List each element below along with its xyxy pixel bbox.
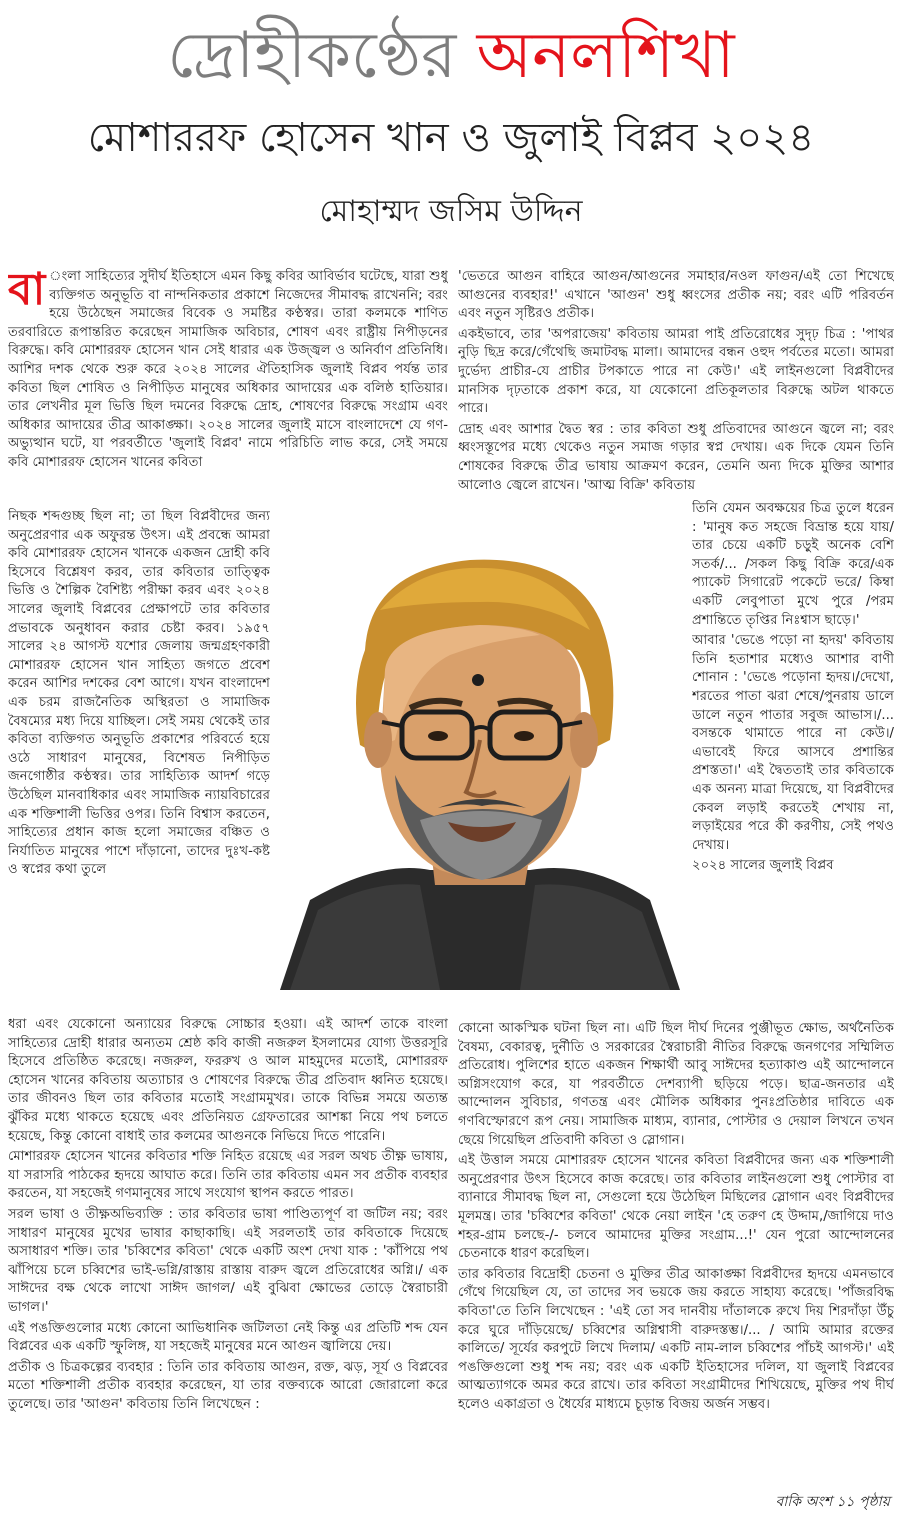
- byline-author: মোহাম্মদ জসিম উদ্দিন: [319, 194, 583, 229]
- article-paragraph: তিনি যেমন অবক্ষয়ের চিত্র তুলে ধরেন : 'মানুষ কত সহজে বিভ্রান্ত হয়ে যায়/তার চেয়ে একটি চড়ুই অনেক বেশি সতর্ক/... /সকল কিছু বিক্রি করে/এক প্যাকেট সিগারেট পকেটে ভরে/ কিম্বা একটি লেবুপাতা মুখে পুরে /পরম প্রশান্তিতে তৃপ্তির নিঃশ্বাস ছাড়ে।': [692, 501, 894, 628]
- article-intro-paragraph: ংলা সাহিত্যের সুদীর্ঘ ইতিহাসে এমন কিছু কবির আবির্ভাব ঘটেছে, যারা শুধু ব্যক্তিগত অনুভূতি বা নান্দনিকতার প্রকাশে নিজেদের সীমাবদ্ধ রাখেননি; বরং হয়ে উঠেছেন সমাজের বিবেক ও সমষ্টির কণ্ঠস্বর। তারা কলমকে শাণিত তরবারিতে রূপান্তরিত করেছেন সামাজিক অবিচার, শোষণ এবং রাষ্ট্রীয় নিপীড়নের বিরুদ্ধে। কবি মোশাররফ হোসেন খান সেই ধারার এক উজ্জ্বল ও অনির্বাণ প্রতিনিধি। আশির দশক থেকে শুরু করে ২০২৪ সালের ঐতিহাসিক জুলাই বিপ্লব পর্যন্ত তার কবিতা ছিল শোষিত ও নিপীড়িত মানুষের অধিকার আদায়ের এক বলিষ্ঠ হাতিয়ার। তার লেখনীর মূল ভিত্তি ছিল দমনের বিরুদ্ধে দ্রোহ, শোষণের বিরুদ্ধে সংগ্রাম এবং অধিকার আদায়ের তীব্র আকাঙ্ক্ষা। ২০২৪ সালের জুলাই মাসে বাংলাদেশে যে গণ-অভ্যুত্থান ঘটে, যা পরবর্তীতে 'জুলাই বিপ্লব' নামে পরিচিতি লাভ করে, সেই সময়ে কবি মোশাররফ হোসেন খানের কবিতা: [8, 269, 448, 470]
- drop-cap: বা: [8, 268, 46, 315]
- article-paragraph: মোশাররফ হোসেন খানের কবিতার শক্তি নিহিত রয়েছে এর সরল অথচ তীক্ষ্ণ ভাষায়, যা সরাসরি পাঠকের হৃদয়ে আঘাত করে। তিনি তার কবিতায় এমন সব প্রতীক ব্যবহার করতেন, যা সহজেই গণমানুষের সাথে সংযোগ স্থাপন করতে পারত।: [8, 1149, 448, 1202]
- article-paragraph: নিছক শব্দগুচ্ছ ছিল না; তা ছিল বিপ্লবীদের জন্য অনুপ্রেরণার এক অফুরন্ত উৎস। এই প্রবন্ধে আমরা কবি মোশাররফ হোসেন খানকে একজন দ্রোহী কবি হিসেবে বিশ্লেষণ করব, তার কবিতার তাত্ত্বিক ভিত্তি ও শৈল্পিক বৈশিষ্ট্য পরীক্ষা করব এবং ২০২৪ সালের জুলাই বিপ্লবের প্রেক্ষাপটে তার কবিতার প্রভাবকে অনুধাবন করার চেষ্টা করব। ১৯৫৭ সালের ২৪ আগস্ট যশোর জেলায় জন্মগ্রহণকারী মোশাররফ হোসেন খান সাহিত্য জগতে প্রবেশ করেন আশির দশকের বেশ আগে। যখন বাংলাদেশ এক চরম রাজনৈতিক অস্থিরতা ও সামাজিক বৈষম্যের মধ্য দিয়ে যাচ্ছিল। সেই সময় থেকেই তার কবিতা ব্যক্তিগত অনুভূতি প্রকাশের পরিবর্তে হয়ে ওঠে সাধারণ মানুষের, বিশেষত নিপীড়িত জনগোষ্ঠীর কণ্ঠস্বর। তার সাহিত্যিক আদর্শ গড়ে উঠেছিল মানবাধিকার এবং সামাজিক ন্যায়বিচারের এক শক্তিশালী ভিত্তির ওপর। তিনি বিশ্বাস করতেন, সাহিত্যের প্রধান কাজ হলো সমাজের বঞ্চিত ও নির্যাতিত মানুষের পাশে দাঁড়ানো, তাদের দুঃখ-কষ্ট ও স্বপ্নের কথা তুলে: [8, 509, 270, 878]
- headline-title-part2: অনলশিখা: [476, 19, 735, 93]
- article-paragraph: আবার 'ভেঙে পড়ো না হৃদয়' কবিতায় তিনি হতাশার মধ্যেও আশার বাণী শোনান : 'ভেঙে পড়োনা হৃদয়।/দেখো, শরতের পাতা ঝরা শেষে/পুনরায় ডালে ডালে নতুন পাতার সবুজ আভাস।/... বসন্তকে থামাতে পারে না কেউ।/এভাবেই ফিরে আসবে প্রশান্তির প্রশস্ততা।' এই দ্বৈততাই তার কবিতাকে এক অনন্য মাত্রা দিয়েছে, যা বিপ্লবীদের কেবল লড়াই করতেই শেখায় না, লড়াইয়ের পরে কী করণীয়, সেই পথও দেখায়।: [692, 633, 894, 853]
- article-paragraph: ধরা এবং যেকোনো অন্যায়ের বিরুদ্ধে সোচ্চার হওয়া। এই আদর্শ তাকে বাংলা সাহিত্যের দ্রোহী ধারার অন্যতম শ্রেষ্ঠ কবি কাজী নজরুল ইসলামের যোগ্য উত্তরসূরি হিসেবে প্রতিষ্ঠিত করেছে। নজরুল, ফররুখ ও আল মাহমুদের মতোই, মোশাররফ হোসেন খানের কবিতায় অত্যাচার ও শোষণের বিরুদ্ধে তীব্র প্রতিবাদ ধ্বনিত হয়েছে। তার জীবনও ছিল তার কবিতার মতোই সংগ্রামমুখর। তাকে বিভিন্ন সময়ে অত্যন্ত ঝুঁকির মধ্যে থাকতে হয়েছে এবং প্রতিনিয়ত গ্রেফতারের আশঙ্কা নিয়ে পথ চলতে হয়েছে, কিন্তু কোনো বাধাই তার কলমের আগুনকে নিভিয়ে দিতে পারেনি।: [8, 1017, 448, 1144]
- poet-portrait-illustration: [270, 540, 690, 990]
- article-paragraph: প্রতীক ও চিত্রকল্পের ব্যবহার : তিনি তার কবিতায় আগুন, রক্ত, ঝড়, সূর্য ও বিপ্লবের মতো শক্তিশালী প্রতীক ব্যবহার করেছেন, যা তার বক্তব্যকে আরো জোরালো করে তুলেছে। তার 'আগুন' কবিতায় তিনি লিখেছেন :: [8, 1359, 448, 1412]
- article-paragraph: ২০২৪ সালের জুলাই বিপ্লব: [692, 858, 834, 874]
- article-paragraph: দ্রোহ এবং আশার দ্বৈত স্বর : তার কবিতা শুধু প্রতিবাদের আগুনে জ্বলে না; বরং ধ্বংসস্তূপের মধ্যে থেকেও নতুন সমাজ গড়ার স্বপ্ন দেখায়। এক দিকে যেমন তিনি শোষকের বিরুদ্ধে তীব্র ভাষায় আক্রমণ করেন, তেমনি অন্য দিকে মুক্তির আশার আলোও জ্বেলে রাখেন। 'আত্ম বিক্রি' কবিতায়: [458, 421, 894, 493]
- article-column-right-top: [458, 268, 894, 500]
- article-paragraph: সরল ভাষা ও তীক্ষ্ণঅভিব্যক্তি : তার কবিতার ভাষা পাণ্ডিত্যপূর্ণ বা জটিল নয়; বরং সাধারণ মানুষের মুখের ভাষার কাছাকাছি। এই সরলতাই তার কবিতাকে দিয়েছে অসাধারণ শক্তি। তার 'চব্বিশের কবিতা' থেকে একটি অংশ দেখা যাক : 'কাঁপিয়ে পথ ঝাঁপিয়ে চলে চব্বিশের ভাই-ভগ্নি/রাস্তায় রাস্তায় বারুদ জ্বলে প্রতিরোধের অগ্নি।/ এক সাঈদের বক্ষ থেকে লাখো সাঈদ জাগল/ এই বুঝিবা ক্ষোভের তোড়ে স্বৈরাচারী ভাগল।': [8, 1206, 448, 1315]
- article-column-left-narrow: [8, 508, 270, 1016]
- article-column-right-narrow: [692, 500, 894, 1020]
- article-column-right-bottom: [458, 1020, 894, 1490]
- headline-title: [0, 14, 902, 98]
- article-paragraph: এই উত্তাল সময়ে মোশাররফ হোসেন খানের কবিতা বিপ্লবীদের জন্য এক শক্তিশালী অনুপ্রেরণার উৎস হিসেবে কাজ করেছে। তার কবিতার লাইনগুলো শুধু পোস্টার বা ব্যানারে সীমাবদ্ধ ছিল না, সেগুলো হয়ে উঠেছিল মিছিলের স্লোগান এবং বিপ্লবীদের মূলমন্ত্র। তার 'চব্বিশের কবিতা' থেকে নেয়া লাইন 'হে তরুণ হে উদ্দাম,/জাগিয়ে দাও শহর-গ্রাম চলছে-/- চলবে আমাদের মুক্তির সংগ্রাম...!' যেন পুরো আন্দোলনের চেতনাকে ধারণ করেছিল।: [458, 1153, 894, 1262]
- article-paragraph: কোনো আকস্মিক ঘটনা ছিল না। এটি ছিল দীর্ঘ দিনের পুঞ্জীভূত ক্ষোভ, অর্থনৈতিক বৈষম্য, বেকারত্ব, দুর্নীতি ও সরকারের স্বৈরাচারী নীতির বিরুদ্ধে জনগণের সম্মিলিত প্রতিরোধ। পুলিশের হাতে একজন শিক্ষার্থী আবু সাঈদের হত্যাকাণ্ড এই আন্দোলনে অগ্নিসংযোগ করে, যা পরবর্তীতে দেশব্যাপী ছড়িয়ে পড়ে। ছাত্র-জনতার এই আন্দোলন সুবিচার, গণতন্ত্র এবং মৌলিক অধিকার পুনঃপ্রতিষ্ঠার দাবিতে এক গণবিস্ফোরণে রূপ নেয়। সামাজিক মাধ্যম, ব্যানার, পোস্টার ও দেয়াল লিখনে তখন ছেয়ে গিয়েছিল প্রতিবাদী কবিতা ও স্লোগান।: [458, 1021, 894, 1148]
- continuation-note: বাকি অংশ ১১ পৃষ্ঠায়: [775, 1494, 890, 1510]
- article-paragraph: একইভাবে, তার 'অপরাজেয়' কবিতায় আমরা পাই প্রতিরোধের সুদৃঢ় চিত্র : 'পাথর নুড়ি ছিদ্র করে/গেঁথেছি জমাটবদ্ধ মালা। আমাদের বন্ধন ওহুদ পর্বতের মতো। আমরা দুর্ভেদ্য প্রাচীর-যে প্রাচীর টপকাতে পারে না কেউ।' এই লাইনগুলো বিপ্লবীদের মানসিক দৃঢ়তাকে প্রকাশ করে, যা যেকোনো প্রতিকূলতার বিরুদ্ধে অটল থাকতে পারে।: [458, 326, 894, 417]
- article-paragraph: 'ভেতরে আগুন বাহিরে আগুন/আগুনের সমাহার/নওল ফাগুন/এই তো শিখেছে আগুনের ব্যবহার!' এখানে 'আগুন' শুধু ধ্বংসের প্রতীক নয়; বরং এটি পরিবর্তন এবং নতুন সৃষ্টিরও প্রতীক।: [458, 269, 894, 322]
- article-column-left-top: [8, 268, 448, 508]
- headline-title-part1: দ্রোহীকণ্ঠের: [167, 19, 457, 93]
- article-column-left-bottom: [8, 1016, 448, 1510]
- headline-subtitle: মোশাররফ হোসেন খান ও জুলাই বিপ্লব ২০২৪: [87, 115, 815, 161]
- article-paragraph: এই পঙক্তিগুলোর মধ্যে কোনো আভিধানিক জটিলতা নেই কিন্তু এর প্রতিটি শব্দ যেন বিপ্লবের এক একটি স্ফুলিঙ্গ, যা সহজেই মানুষের মনে আগুন জ্বালিয়ে দেয়।: [8, 1320, 448, 1355]
- article-paragraph: তার কবিতার বিদ্রোহী চেতনা ও মুক্তির তীব্র আকাঙ্ক্ষা বিপ্লবীদের হৃদয়ে এমনভাবে গেঁথে গিয়েছিল যে, তা তাদের সব ভয়কে জয় করতে সাহায্য করেছে। 'পাঁজরবিদ্ধ কবিতা'তে তিনি লিখেছেন : 'এই তো সব দানবীয় দাঁতালকে রুখে দিয় শিরদাঁড়া উঁচু করে ঘুরে দাঁড়িয়েছে/ চব্বিশের অগ্নিশ্বাসী বারুদস্তম্ভ।/... / আমি আমার রক্তের কালিতে/ সূর্যের করপুটে লিখে দিলাম/ একটি নাম-লাল চব্বিশের পাঁচই আগস্ট।' এই পঙক্তিগুলো শুধু শব্দ নয়; বরং এক একটি ইতিহাসের দলিল, যা জুলাই বিপ্লবের আত্মত্যাগকে অমর করে রাখে। তার কবিতা সংগ্রামীদের শিখিয়েছে, মুক্তির পথ দীর্ঘ হলেও একাগ্রতা ও ধৈর্যের মাধ্যমে চূড়ান্ত বিজয় অর্জন সম্ভব।: [458, 1266, 894, 1412]
